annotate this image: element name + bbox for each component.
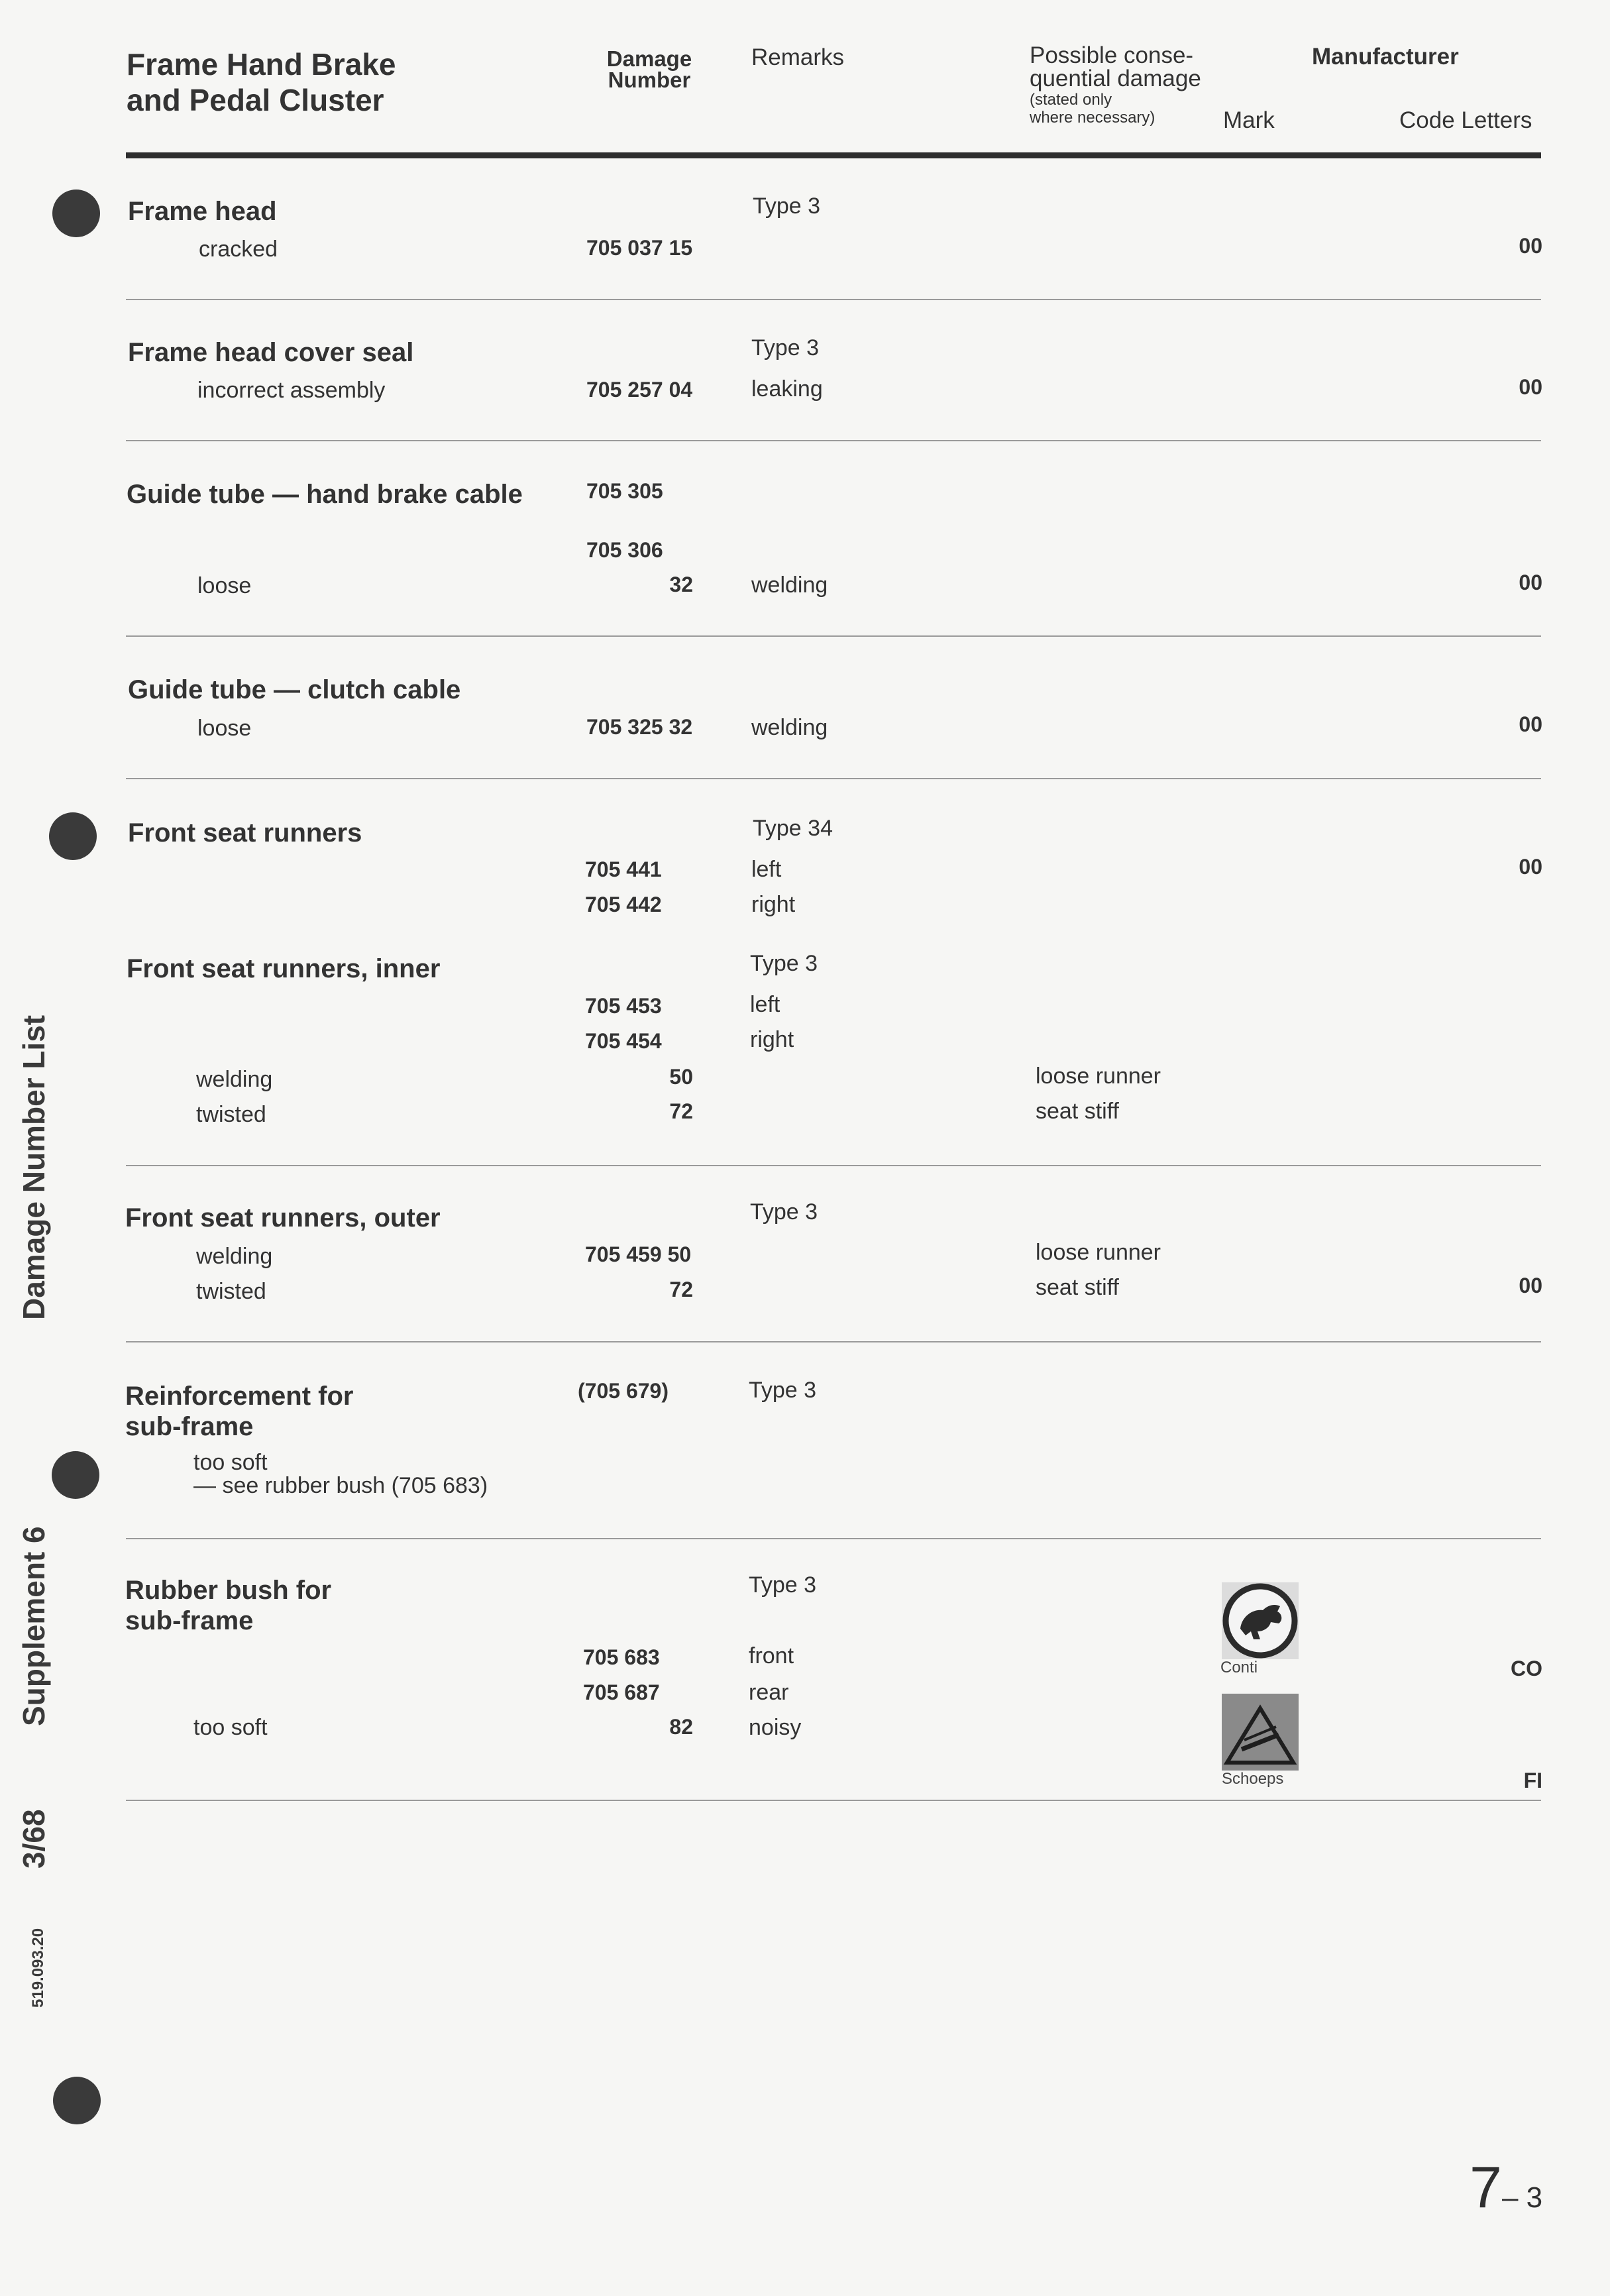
conti-horse-icon <box>1222 1582 1299 1659</box>
conti-caption: Conti <box>1220 1659 1258 1676</box>
entry-title: Guide tube — hand brake cable <box>127 480 523 509</box>
schoeps-logo <box>1222 1694 1299 1771</box>
entry-item: cracked <box>199 237 278 262</box>
damage-suffix: 72 <box>669 1099 693 1123</box>
entry-title <box>125 1381 354 1442</box>
consequential-damage-header <box>1030 44 1201 127</box>
damage-number: 705 687 <box>583 1680 660 1704</box>
damage-number: 705 305 <box>586 479 663 503</box>
remark: left <box>751 857 782 882</box>
separator <box>126 1165 1541 1166</box>
remark: leaking <box>751 376 823 402</box>
entry-title: Front seat runners, inner <box>127 954 441 983</box>
entry-title: Front seat runners, outer <box>125 1203 441 1232</box>
damage-number: 705 325 32 <box>586 715 693 739</box>
damage-number: 705 453 <box>585 994 662 1018</box>
conti-logo <box>1222 1582 1299 1659</box>
separator <box>126 635 1541 637</box>
entry-title: Guide tube — clutch cable <box>128 675 461 704</box>
damage-number: 705 459 50 <box>585 1242 692 1266</box>
separator <box>126 299 1541 300</box>
code-letters: 00 <box>1519 855 1542 879</box>
manufacturer-header: Manufacturer <box>1312 44 1459 70</box>
entry-item: loose <box>197 716 252 741</box>
separator <box>126 440 1541 441</box>
code-letters: 00 <box>1519 234 1542 258</box>
sidebar-title: Damage Number List <box>17 1014 51 1320</box>
code-letters: 00 <box>1519 375 1542 399</box>
damage-number: 705 257 04 <box>586 378 693 402</box>
consequential-damage: seat stiff <box>1036 1275 1119 1300</box>
entry-note: — see rubber bush (705 683) <box>193 1473 488 1498</box>
consequential-damage: seat stiff <box>1036 1099 1119 1124</box>
damage-number-header <box>596 48 702 91</box>
page-number-suffix: – 3 <box>1501 2181 1543 2214</box>
damage-number: 705 683 <box>583 1645 660 1669</box>
separator <box>126 1538 1541 1539</box>
damage-suffix: 82 <box>669 1715 693 1739</box>
entry-item: loose <box>197 573 252 598</box>
damage-suffix: 32 <box>669 573 693 596</box>
remark: rear <box>749 1680 789 1705</box>
page-title-line2: and Pedal Cluster <box>127 83 384 117</box>
damage-header-line1: Damage <box>606 46 692 71</box>
conseq-header-note2: where necessary) <box>1030 109 1155 127</box>
entry-type: Type 3 <box>750 951 818 976</box>
code-letters: FI <box>1523 1769 1542 1792</box>
entry-item: too soft <box>193 1450 268 1475</box>
damage-number: 705 441 <box>585 857 662 881</box>
entry-title: Frame head cover seal <box>128 338 414 367</box>
entry-title: Front seat runners <box>128 818 362 847</box>
damage-number: 705 454 <box>585 1029 662 1053</box>
punch-hole-upper-middle <box>49 812 97 860</box>
damage-number: 705 442 <box>585 893 662 916</box>
remark: front <box>749 1643 794 1668</box>
sidebar-date: 3/68 <box>17 1809 51 1869</box>
entry-item: welding <box>196 1067 273 1092</box>
remark: noisy <box>749 1715 802 1740</box>
entry-title-line2: sub-frame <box>125 1606 254 1635</box>
sidebar-supplement: Supplement 6 <box>17 1526 51 1726</box>
code-letters: 00 <box>1519 571 1542 594</box>
entry-type: Type 3 <box>750 1199 818 1225</box>
entry-title-line1: Reinforcement for <box>125 1382 354 1411</box>
remarks-header: Remarks <box>751 44 845 70</box>
page-title-line1: Frame Hand Brake <box>127 47 396 82</box>
schoeps-caption: Schoeps <box>1222 1770 1284 1788</box>
punch-hole-top <box>52 190 100 237</box>
conseq-header-line1: Possible conse- <box>1030 42 1194 68</box>
page-number <box>1470 2154 1542 2221</box>
entry-item: welding <box>196 1244 273 1269</box>
conseq-header-line2: quential damage <box>1030 66 1201 91</box>
page-title <box>127 46 396 118</box>
code-letters-header: Code Letters <box>1399 107 1532 133</box>
damage-suffix: 72 <box>669 1278 693 1301</box>
entry-type: Type 3 <box>749 1572 817 1598</box>
entry-item: twisted <box>196 1279 266 1304</box>
page-number-main: 7 <box>1470 2154 1502 2220</box>
remark: welding <box>751 715 828 740</box>
consequential-damage: loose runner <box>1036 1064 1161 1089</box>
remark: welding <box>751 573 828 598</box>
separator <box>126 1341 1541 1342</box>
remark: right <box>751 892 796 917</box>
consequential-damage: loose runner <box>1036 1240 1161 1265</box>
damage-header-line2: Number <box>608 68 691 92</box>
schoeps-triangle-icon <box>1222 1694 1299 1771</box>
punch-hole-lower-middle <box>52 1451 99 1499</box>
entry-item: too soft <box>193 1715 268 1740</box>
entry-title: Frame head <box>128 197 277 226</box>
mark-header: Mark <box>1223 107 1275 133</box>
entry-type: Type 3 <box>751 335 820 360</box>
separator <box>126 778 1541 779</box>
entry-type: Type 34 <box>753 816 833 841</box>
remark: right <box>750 1027 794 1052</box>
code-letters: 00 <box>1519 1274 1542 1297</box>
damage-number: 705 037 15 <box>586 236 693 260</box>
damage-number: 705 306 <box>586 538 663 562</box>
conseq-header-note1: (stated only <box>1030 91 1112 109</box>
sidebar-ref: 519.093.20 <box>29 1928 47 2008</box>
remark: left <box>750 992 780 1017</box>
separator <box>126 1800 1541 1801</box>
entry-title-line2: sub-frame <box>125 1412 254 1441</box>
code-letters: 00 <box>1519 712 1542 736</box>
entry-title-line1: Rubber bush for <box>125 1576 332 1605</box>
damage-suffix: 50 <box>669 1065 693 1089</box>
entry-title <box>125 1575 331 1636</box>
entry-type: Type 3 <box>749 1378 817 1403</box>
entry-type: Type 3 <box>753 193 821 219</box>
header-rule <box>126 152 1541 158</box>
punch-hole-bottom <box>53 2077 101 2124</box>
entry-item: twisted <box>196 1102 266 1127</box>
code-letters: CO <box>1511 1657 1542 1680</box>
damage-number: (705 679) <box>578 1379 669 1403</box>
entry-item: incorrect assembly <box>197 378 386 403</box>
